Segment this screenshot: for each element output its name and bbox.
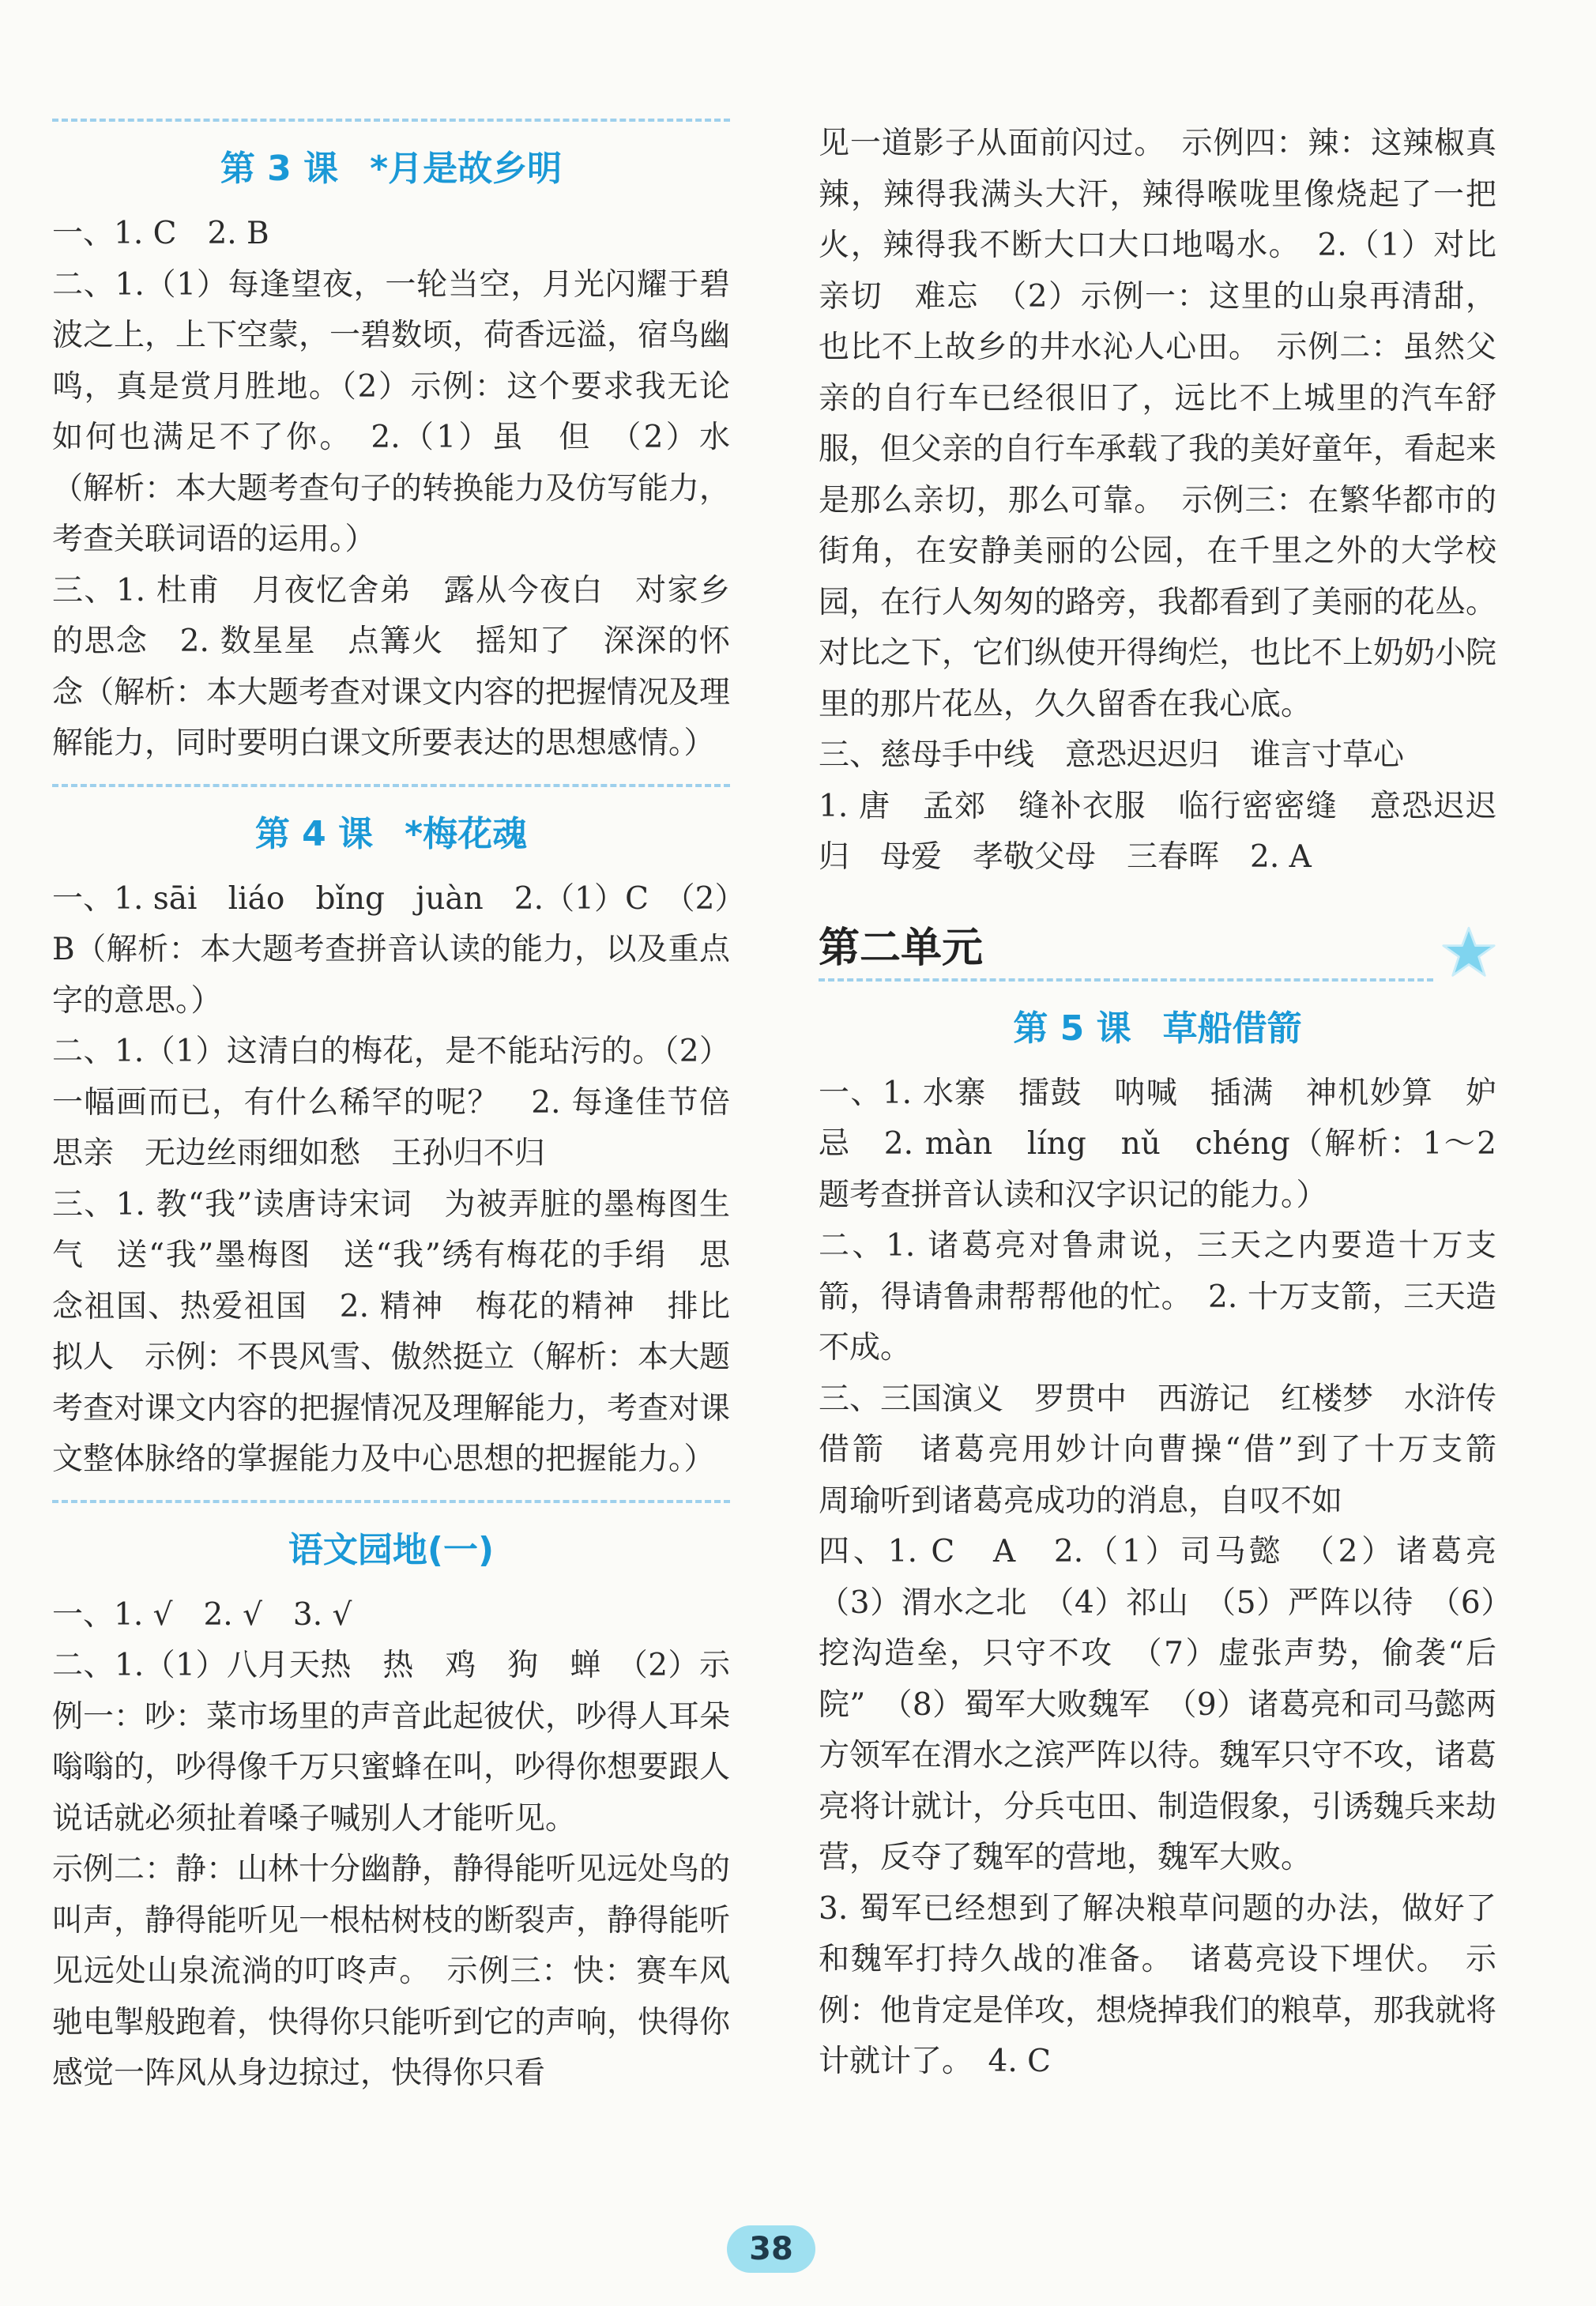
answer-line: 一、1. C 2. B xyxy=(52,216,269,251)
answer-line: 二、1. 诸葛亮对鲁肃说，三天之内要造十万支箭，得请鲁肃帮帮他的忙。 2. 十万支箭，三天造不成。 xyxy=(819,1228,1496,1366)
answer-line: 一、1. sāi liáo bǐng juàn 2.（1）C （2）B（解析：本大题考查拼音认读的能力，以及重点字的意思。） xyxy=(52,880,730,1019)
right-column xyxy=(819,119,1528,2088)
unit-title: 第二单元 xyxy=(819,924,984,972)
answer-line: 三、1. 杜甫 月夜忆舍弟 露从今夜白 对家乡的思念 2. 数星星 点篝火 摇知了 深深的怀念（解析：本大题考查对课文内容的把握情况及理解能力，同时要明白课文所要表达的思想感情。） xyxy=(52,572,731,761)
unit-header xyxy=(819,918,1496,982)
page-number: 38 xyxy=(727,2225,815,2273)
answer-line: 3. 蜀军已经想到了解决粮草问题的办法，做好了和魏军打持久战的准备。 诸葛亮设下埋伏。 示例：他肯定是佯攻，想烧掉我们的粮草，那我就将计就计了。 4. C xyxy=(819,1890,1497,2079)
answer-line: 二、1.（1）每逢望夜，一轮当空，月光闪耀于碧波之上，上下空蒙，一碧数顷，荷香远溢，宿鸟幽鸣，真是赏月胜地。（2）示例：这个要求我无论如何也满足不了你。 2.（1）虽 但 （2）水（解析：本大题考查句子的转换能力及仿写能力，考查关联词语的运用。） xyxy=(52,266,731,557)
answer-line: 三、三国演义 罗贯中 西游记 红楼梦 水浒传 借箭 诸葛亮用妙计向曹操“借”到了十万支箭 周瑜听到诸葛亮成功的消息，自叹不如 xyxy=(819,1381,1528,1519)
answer-line: 1. 唐 孟郊 缝补衣服 临行密密缝 意恐迟迟归 母爱 孝敬父母 三春晖 2. A xyxy=(819,788,1496,875)
answer-line: 四、1. C A 2.（1）司马懿 （2）诸葛亮 （3）渭水之北 （4）祁山 （5）严阵以待 （6）挖沟造垒，只守不攻 （7）虚张声势，偷袭“后院” （8）蜀军大败魏军 （9）诸葛亮和司马懿两方领军在渭水之滨严阵以待。魏军只守不攻，诸葛亮将计就计，分兵屯田、制造假象，引诱魏兵来劫营，反夺了魏军的营地，魏军大败。 xyxy=(819,1534,1528,1875)
star-icon xyxy=(1441,925,1496,980)
answer-line: 三、慈母手中线 意恐迟迟归 谁言寸草心 xyxy=(819,737,1405,773)
divider xyxy=(819,978,1433,982)
lesson-4-title: 第 4 课 *梅花魂 xyxy=(254,813,528,854)
answer-line: 二、1.（1）这清白的梅花，是不能玷污的。（2）一幅画而已，有什么稀罕的呢？ 2. 每逢佳节倍思亲 无边丝雨细如愁 王孙归不归 xyxy=(52,1034,730,1171)
answer-line: 见一道影子从面前闪过。 示例四：辣：这辣椒真辣，辣得我满头大汗，辣得喉咙里像烧起了一把火，辣得我不断大口大口地喝水。 2.（1）对比 亲切 难忘 （2）示例一：这里的山泉再清甜，也比不上故乡的井水沁人心田。 示例二：虽然父亲的自行车已经很旧了，远比不上城里的汽车舒服，但父亲的自行车承载了我的美好童年，看起来是那么亲切，那么可靠。 示例三：在繁华都市的街角，在安静美丽的公园，在千里之外的大学校园，在行人匆匆的路旁，我都看到了美丽的花丛。对比之下，它们纵使开得绚烂，也比不上奶奶小院里的那片花丛，久久留香在我心底。 xyxy=(819,126,1528,722)
lesson-5-title: 第 5 课 草船借箭 xyxy=(1013,1008,1302,1049)
divider xyxy=(52,1500,730,1503)
lesson-3-title: 第 3 课 *月是故乡明 xyxy=(220,149,563,189)
left-column xyxy=(52,119,762,2100)
answer-line: 示例二：静：山林十分幽静，静得能听见远处鸟的叫声，静得能听见一根枯树枝的断裂声，静得能听见远处山泉流淌的叮咚声。 示例三：快：赛车风驰电掣般跑着，快得你只能听到它的声响，快得你感觉一阵风从身边掠过，快得你只看 xyxy=(52,1852,731,2091)
garden-1-title: 语文园地(一) xyxy=(288,1529,495,1570)
answer-line: 一、1. 水寨 擂鼓 呐喊 插满 神机妙算 妒忌 2. màn líng nǔ chéng（解析：1～2 题考查拼音认读和汉字识记的能力。） xyxy=(819,1075,1496,1213)
answer-line: 三、1. 教“我”读唐诗宋词 为被弄脏的墨梅图生气 送“我”墨梅图 送“我”绣有梅花的手绢 思念祖国、热爱祖国 2. 精神 梅花的精神 排比 拟人 示例：不畏风雪、傲然挺立（解析：本大题考查对课文内容的把握情况及理解能力，考查对课文整体脉络的掌握能力及中心思想的把握能力。） xyxy=(52,1186,762,1477)
answer-line: 二、1.（1）八月天热 热 鸡 狗 蝉 （2）示例一：吵：菜市场里的声音此起彼伏，吵得人耳朵嗡嗡的，吵得像千万只蜜蜂在叫，吵得你想要跟人说话就必须扯着嗓子喊别人才能听见。 xyxy=(52,1648,731,1837)
divider xyxy=(52,784,730,787)
answer-line: 一、1. √ 2. √ 3. √ xyxy=(52,1596,352,1633)
divider xyxy=(52,119,730,122)
